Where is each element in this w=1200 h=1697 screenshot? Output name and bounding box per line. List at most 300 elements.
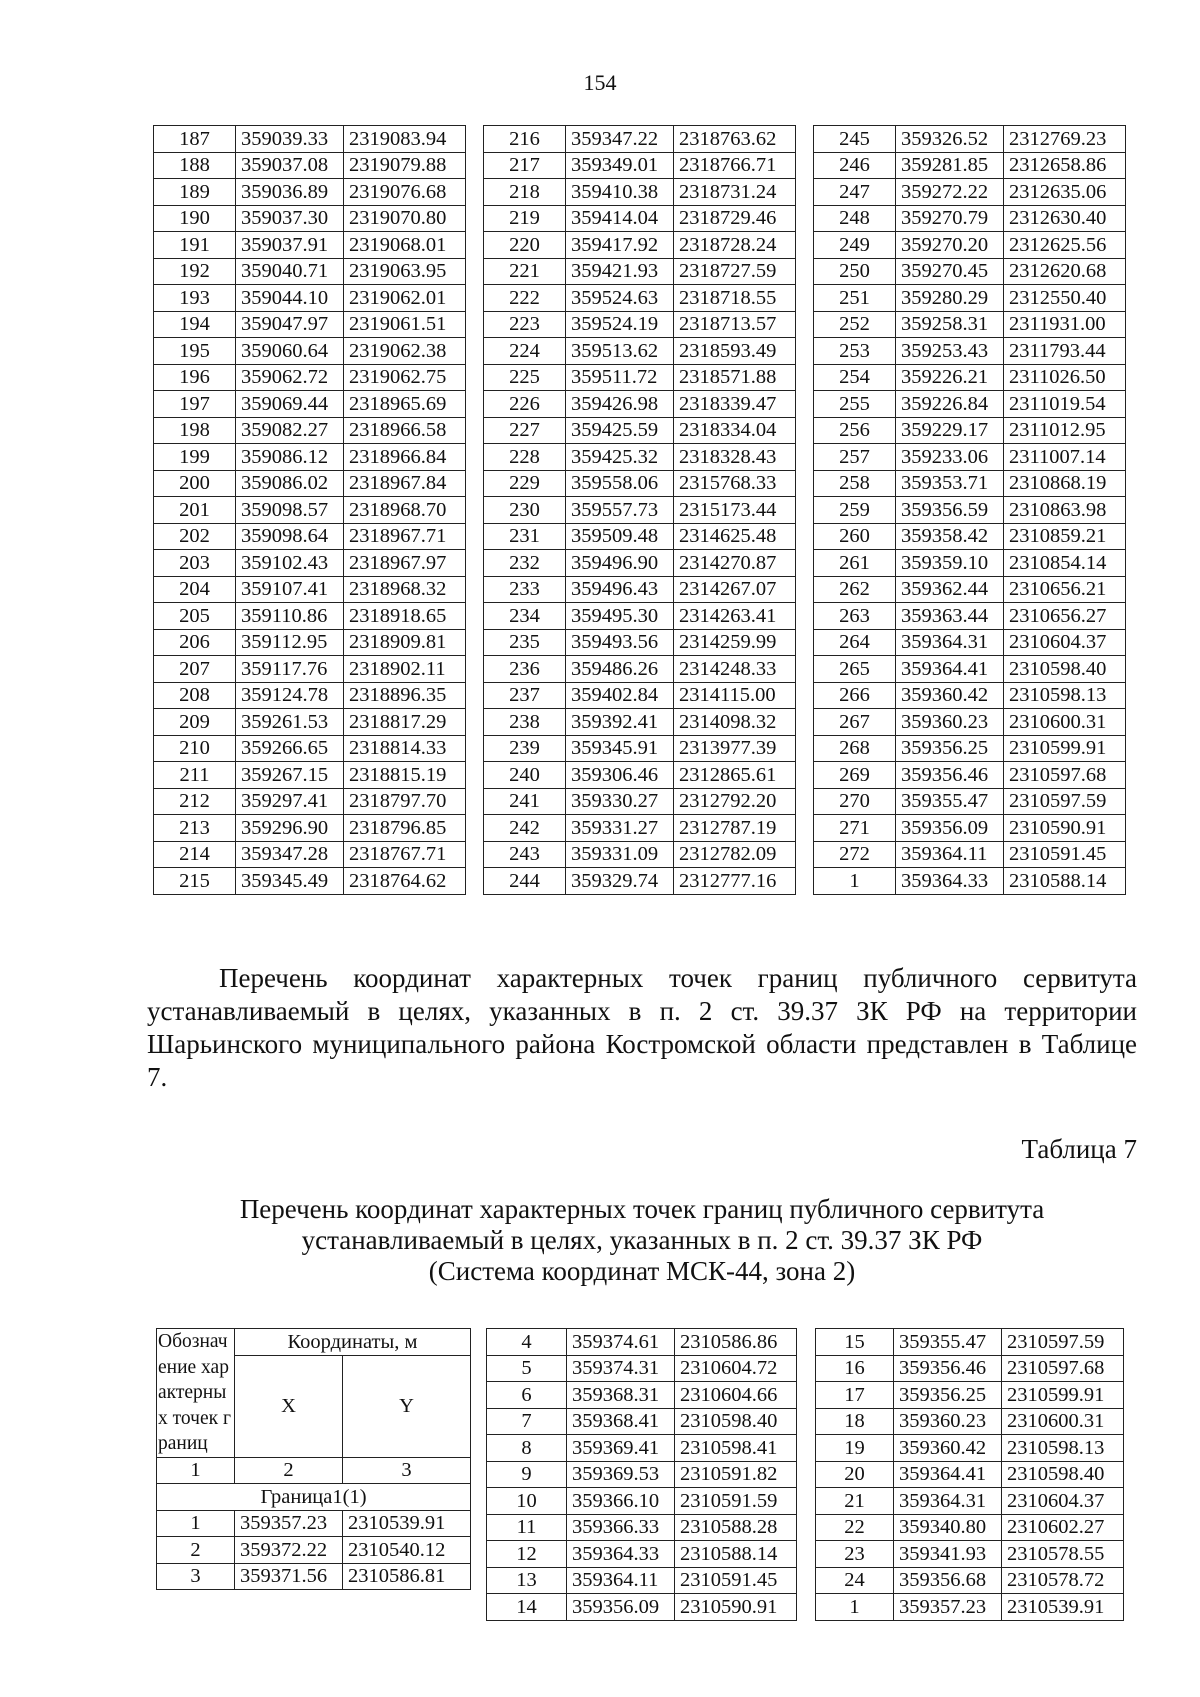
point-number: 260 (814, 523, 896, 550)
point-number: 5 (487, 1355, 567, 1382)
point-number: 193 (154, 285, 236, 312)
table-row (484, 364, 796, 391)
table-row (154, 523, 466, 550)
table-row (816, 1355, 1124, 1382)
header-designation: Обозначение характерных точек границ (157, 1329, 235, 1458)
coord-y: 2310597.68 (1004, 762, 1126, 789)
coord-y: 2310598.13 (1002, 1435, 1124, 1462)
point-number: 268 (814, 735, 896, 762)
coord-y: 2319079.88 (344, 152, 466, 179)
coord-x: 359086.02 (236, 470, 344, 497)
coord-y: 2319061.51 (344, 311, 466, 338)
coord-x: 359421.93 (566, 258, 674, 285)
coord-y: 2318728.24 (674, 232, 796, 259)
coord-x: 359392.41 (566, 709, 674, 736)
table-row (816, 1461, 1124, 1488)
coord-x: 359509.48 (566, 523, 674, 550)
table-row (154, 285, 466, 312)
point-number: 21 (816, 1488, 894, 1515)
table-row (814, 152, 1126, 179)
coord-y: 2311931.00 (1004, 311, 1126, 338)
coord-x: 359229.17 (896, 417, 1004, 444)
point-number: 16 (816, 1355, 894, 1382)
coord-y: 2313977.39 (674, 735, 796, 762)
table-row (814, 444, 1126, 471)
coord-x: 359364.41 (896, 656, 1004, 683)
coord-y: 2310604.37 (1004, 629, 1126, 656)
point-number: 259 (814, 497, 896, 524)
coord-x: 359329.74 (566, 868, 674, 895)
header-y: Y (343, 1355, 471, 1457)
table-row (814, 391, 1126, 418)
coord-y: 2310863.98 (1004, 497, 1126, 524)
coord-y: 2310598.40 (675, 1408, 797, 1435)
coord-y: 2314098.32 (674, 709, 796, 736)
point-number: 253 (814, 338, 896, 365)
coord-x: 359331.27 (566, 815, 674, 842)
coord-x: 359360.23 (896, 709, 1004, 736)
coord-x: 359040.71 (236, 258, 344, 285)
table7-header-body (157, 1329, 471, 1511)
coord-y: 2318334.04 (674, 417, 796, 444)
coord-x: 359347.28 (236, 841, 344, 868)
table-row (814, 205, 1126, 232)
coord-y: 2318729.46 (674, 205, 796, 232)
table-row (816, 1541, 1124, 1568)
coord-y: 2310578.55 (1002, 1541, 1124, 1568)
point-number: 236 (484, 656, 566, 683)
table-row (816, 1514, 1124, 1541)
coord-x: 359360.42 (894, 1435, 1002, 1462)
table-row (154, 841, 466, 868)
point-number: 220 (484, 232, 566, 259)
coord-y: 2310598.41 (675, 1435, 797, 1462)
coord-y: 2319076.68 (344, 179, 466, 206)
point-number: 270 (814, 788, 896, 815)
point-number: 262 (814, 576, 896, 603)
point-number: 4 (487, 1329, 567, 1356)
coord-y: 2310591.59 (675, 1488, 797, 1515)
table-row (487, 1594, 797, 1621)
point-number: 237 (484, 682, 566, 709)
coord-x: 359297.41 (236, 788, 344, 815)
point-number: 188 (154, 152, 236, 179)
point-number: 248 (814, 205, 896, 232)
table-row (816, 1594, 1124, 1621)
coord-x: 359426.98 (566, 391, 674, 418)
table-row (814, 550, 1126, 577)
coord-y: 2318593.49 (674, 338, 796, 365)
coord-y: 2312777.16 (674, 868, 796, 895)
coord-x: 359364.31 (896, 629, 1004, 656)
coord-y: 2310600.31 (1002, 1408, 1124, 1435)
point-number: 224 (484, 338, 566, 365)
table-row (814, 762, 1126, 789)
table-row (487, 1382, 797, 1409)
point-number: 234 (484, 603, 566, 630)
table-row (154, 470, 466, 497)
coord-y: 2314270.87 (674, 550, 796, 577)
coord-x: 359266.65 (236, 735, 344, 762)
coord-x: 359037.91 (236, 232, 344, 259)
coord-x: 359036.89 (236, 179, 344, 206)
point-number: 210 (154, 735, 236, 762)
table-row (484, 868, 796, 895)
table-row (814, 841, 1126, 868)
coord-y: 2310598.40 (1004, 656, 1126, 683)
point-number: 230 (484, 497, 566, 524)
point-number: 240 (484, 762, 566, 789)
coord-x: 359374.61 (567, 1329, 675, 1356)
coord-x: 359037.08 (236, 152, 344, 179)
table-title (147, 1194, 1137, 1287)
coord-y: 2310854.14 (1004, 550, 1126, 577)
coord-x: 359345.91 (566, 735, 674, 762)
coord-y: 2318968.70 (344, 497, 466, 524)
coord-y: 2312658.86 (1004, 152, 1126, 179)
table-row (814, 417, 1126, 444)
coord-y: 2312550.40 (1004, 285, 1126, 312)
coord-x: 359102.43 (236, 550, 344, 577)
table-row (484, 682, 796, 709)
coord-x: 359357.23 (235, 1510, 343, 1537)
coord-y: 2318967.84 (344, 470, 466, 497)
coord-x: 359425.59 (566, 417, 674, 444)
table-row (814, 629, 1126, 656)
table-row (484, 497, 796, 524)
coord-y: 2314267.07 (674, 576, 796, 603)
coord-x: 359253.43 (896, 338, 1004, 365)
point-number: 212 (154, 788, 236, 815)
point-number: 205 (154, 603, 236, 630)
coord-y: 2310591.82 (675, 1461, 797, 1488)
table-row (484, 258, 796, 285)
coord-y: 2318968.32 (344, 576, 466, 603)
coord-y: 2310578.72 (1002, 1567, 1124, 1594)
coord-y: 2310656.21 (1004, 576, 1126, 603)
coord-y: 2310590.91 (675, 1594, 797, 1621)
coord-x: 359356.68 (894, 1567, 1002, 1594)
point-number: 232 (484, 550, 566, 577)
coord-y: 2318766.71 (674, 152, 796, 179)
coord-x: 359513.62 (566, 338, 674, 365)
coord-y: 2310598.13 (1004, 682, 1126, 709)
coord-y: 2311793.44 (1004, 338, 1126, 365)
coord-x: 359495.30 (566, 603, 674, 630)
point-number: 223 (484, 311, 566, 338)
table-row (484, 205, 796, 232)
table-row (154, 735, 466, 762)
point-number: 233 (484, 576, 566, 603)
coord-x: 359112.95 (236, 629, 344, 656)
table-row (484, 550, 796, 577)
point-number: 18 (816, 1408, 894, 1435)
header-col-number-1: 1 (157, 1457, 235, 1484)
table-row (484, 470, 796, 497)
table-row (814, 232, 1126, 259)
header-col-number-2: 2 (235, 1457, 343, 1484)
table-row (484, 311, 796, 338)
coord-x: 359371.56 (235, 1563, 343, 1590)
coord-x: 359082.27 (236, 417, 344, 444)
point-number: 267 (814, 709, 896, 736)
coord-y: 2312865.61 (674, 762, 796, 789)
coord-y: 2310597.68 (1002, 1355, 1124, 1382)
coord-x: 359425.32 (566, 444, 674, 471)
point-number: 229 (484, 470, 566, 497)
coord-y: 2310597.59 (1002, 1329, 1124, 1356)
table-row (154, 258, 466, 285)
coord-y: 2318902.11 (344, 656, 466, 683)
coord-x: 359226.84 (896, 391, 1004, 418)
table-row (154, 444, 466, 471)
table-row (487, 1355, 797, 1382)
coord-x: 359330.27 (566, 788, 674, 815)
coord-y: 2311007.14 (1004, 444, 1126, 471)
coord-y: 2310599.91 (1002, 1382, 1124, 1409)
coord-x: 359326.52 (896, 126, 1004, 153)
point-number: 214 (154, 841, 236, 868)
table-row (484, 444, 796, 471)
coord-x: 359366.33 (567, 1514, 675, 1541)
table-row (484, 709, 796, 736)
point-number: 222 (484, 285, 566, 312)
coord-y: 2310602.27 (1002, 1514, 1124, 1541)
point-number: 235 (484, 629, 566, 656)
table-row (484, 179, 796, 206)
coord-x: 359402.84 (566, 682, 674, 709)
coord-y: 2311012.95 (1004, 417, 1126, 444)
coord-y: 2318797.70 (344, 788, 466, 815)
coord-x: 359511.72 (566, 364, 674, 391)
coord-y: 2310586.81 (343, 1563, 471, 1590)
coord-x: 359270.79 (896, 205, 1004, 232)
coord-y: 2312782.09 (674, 841, 796, 868)
table-row (816, 1567, 1124, 1594)
table-row (484, 576, 796, 603)
coord-y: 2310588.14 (1004, 868, 1126, 895)
coord-y: 2318571.88 (674, 364, 796, 391)
coord-x: 359110.86 (236, 603, 344, 630)
table-row (487, 1329, 797, 1356)
table-row (487, 1567, 797, 1594)
table-row (814, 656, 1126, 683)
point-number: 19 (816, 1435, 894, 1462)
point-number: 203 (154, 550, 236, 577)
coord-x: 359069.44 (236, 391, 344, 418)
point-number: 246 (814, 152, 896, 179)
table-row (154, 179, 466, 206)
coord-y: 2318713.57 (674, 311, 796, 338)
coord-y: 2312635.06 (1004, 179, 1126, 206)
coord-x: 359270.45 (896, 258, 1004, 285)
coordinates-table-col-1 (153, 125, 466, 895)
table-row (814, 576, 1126, 603)
table-row (154, 205, 466, 232)
coordinates-table-col-2 (483, 125, 796, 895)
boundary-label: Граница1(1) (157, 1484, 471, 1511)
coord-x: 359124.78 (236, 682, 344, 709)
coord-x: 359272.22 (896, 179, 1004, 206)
point-number: 2 (157, 1537, 235, 1564)
point-number: 206 (154, 629, 236, 656)
point-number: 1 (157, 1510, 235, 1537)
table-row (487, 1514, 797, 1541)
coord-y: 2318727.59 (674, 258, 796, 285)
coord-y: 2318764.62 (344, 868, 466, 895)
table-row (484, 523, 796, 550)
point-number: 209 (154, 709, 236, 736)
coord-x: 359363.44 (896, 603, 1004, 630)
point-number: 192 (154, 258, 236, 285)
table-row (154, 364, 466, 391)
coord-x: 359369.41 (567, 1435, 675, 1462)
point-number: 8 (487, 1435, 567, 1462)
coord-x: 359372.22 (235, 1537, 343, 1564)
coord-x: 359044.10 (236, 285, 344, 312)
point-number: 7 (487, 1408, 567, 1435)
coord-x: 359047.97 (236, 311, 344, 338)
coord-y: 2312769.23 (1004, 126, 1126, 153)
coord-x: 359098.64 (236, 523, 344, 550)
table-row (814, 788, 1126, 815)
coord-y: 2314625.48 (674, 523, 796, 550)
point-number: 243 (484, 841, 566, 868)
point-number: 261 (814, 550, 896, 577)
point-number: 266 (814, 682, 896, 709)
coord-x: 359493.56 (566, 629, 674, 656)
table-title-line-2: устанавливаемый в целях, указанных в п. 2 ст. 39.37 ЗК РФ (301, 1225, 983, 1255)
table-row (154, 815, 466, 842)
point-number: 228 (484, 444, 566, 471)
coord-x: 359280.29 (896, 285, 1004, 312)
coord-x: 359039.33 (236, 126, 344, 153)
coord-x: 359356.59 (896, 497, 1004, 524)
table-row (487, 1461, 797, 1488)
coord-x: 359356.25 (894, 1382, 1002, 1409)
coord-x: 359107.41 (236, 576, 344, 603)
table-row (157, 1563, 471, 1590)
table7-col-2 (486, 1328, 797, 1621)
coord-y: 2318731.24 (674, 179, 796, 206)
point-number: 13 (487, 1567, 567, 1594)
coord-x: 359356.46 (894, 1355, 1002, 1382)
point-number: 17 (816, 1382, 894, 1409)
table-row (154, 126, 466, 153)
table-row (484, 391, 796, 418)
coord-y: 2318966.84 (344, 444, 466, 471)
table-row (814, 364, 1126, 391)
point-number: 197 (154, 391, 236, 418)
point-number: 215 (154, 868, 236, 895)
point-number: 204 (154, 576, 236, 603)
coord-y: 2310591.45 (675, 1567, 797, 1594)
coord-y: 2312792.20 (674, 788, 796, 815)
coord-y: 2318767.71 (344, 841, 466, 868)
table-row (487, 1541, 797, 1568)
coord-y: 2318815.19 (344, 762, 466, 789)
table-row (157, 1510, 471, 1537)
coord-y: 2318796.85 (344, 815, 466, 842)
table-row (814, 497, 1126, 524)
table-row (154, 603, 466, 630)
point-number: 189 (154, 179, 236, 206)
point-number: 221 (484, 258, 566, 285)
coord-y: 2318909.81 (344, 629, 466, 656)
table-row (484, 285, 796, 312)
table-row (814, 470, 1126, 497)
coord-y: 2319062.38 (344, 338, 466, 365)
coord-x: 359359.10 (896, 550, 1004, 577)
table-row (154, 391, 466, 418)
point-number: 255 (814, 391, 896, 418)
table-row (484, 735, 796, 762)
table-row (157, 1537, 471, 1564)
coord-y: 2310600.31 (1004, 709, 1126, 736)
coord-x: 359366.10 (567, 1488, 675, 1515)
coord-x: 359362.44 (896, 576, 1004, 603)
point-number: 6 (487, 1382, 567, 1409)
point-number: 211 (154, 762, 236, 789)
coord-y: 2319062.75 (344, 364, 466, 391)
coord-y: 2310588.28 (675, 1514, 797, 1541)
coord-y: 2314248.33 (674, 656, 796, 683)
table-row (154, 417, 466, 444)
coord-y: 2318817.29 (344, 709, 466, 736)
coord-y: 2310597.59 (1004, 788, 1126, 815)
table-row (154, 629, 466, 656)
point-number: 207 (154, 656, 236, 683)
coord-x: 359340.80 (894, 1514, 1002, 1541)
point-number: 218 (484, 179, 566, 206)
coord-y: 2310599.91 (1004, 735, 1126, 762)
table-row (484, 152, 796, 179)
table-row (814, 682, 1126, 709)
table-row (814, 735, 1126, 762)
table7-main (156, 1328, 471, 1590)
point-number: 190 (154, 205, 236, 232)
point-number: 187 (154, 126, 236, 153)
coord-y: 2318718.55 (674, 285, 796, 312)
table-row (487, 1435, 797, 1462)
point-number: 12 (487, 1541, 567, 1568)
coord-x: 359358.42 (896, 523, 1004, 550)
coord-y: 2319070.80 (344, 205, 466, 232)
coord-y: 2314263.41 (674, 603, 796, 630)
coord-x: 359347.22 (566, 126, 674, 153)
point-number: 20 (816, 1461, 894, 1488)
point-number: 213 (154, 815, 236, 842)
table-row (814, 868, 1126, 895)
point-number: 258 (814, 470, 896, 497)
coord-y: 2311026.50 (1004, 364, 1126, 391)
table-row (814, 285, 1126, 312)
coord-x: 359267.15 (236, 762, 344, 789)
table-row (814, 179, 1126, 206)
point-number: 199 (154, 444, 236, 471)
coord-x: 359037.30 (236, 205, 344, 232)
point-number: 22 (816, 1514, 894, 1541)
table-row (484, 815, 796, 842)
coord-y: 2314259.99 (674, 629, 796, 656)
coord-x: 359374.31 (567, 1355, 675, 1382)
table-row (154, 152, 466, 179)
coord-y: 2310539.91 (343, 1510, 471, 1537)
coord-x: 359226.21 (896, 364, 1004, 391)
coord-x: 359557.73 (566, 497, 674, 524)
table-title-line-3: (Система координат МСК-44, зона 2) (428, 1256, 856, 1286)
table-row (154, 656, 466, 683)
